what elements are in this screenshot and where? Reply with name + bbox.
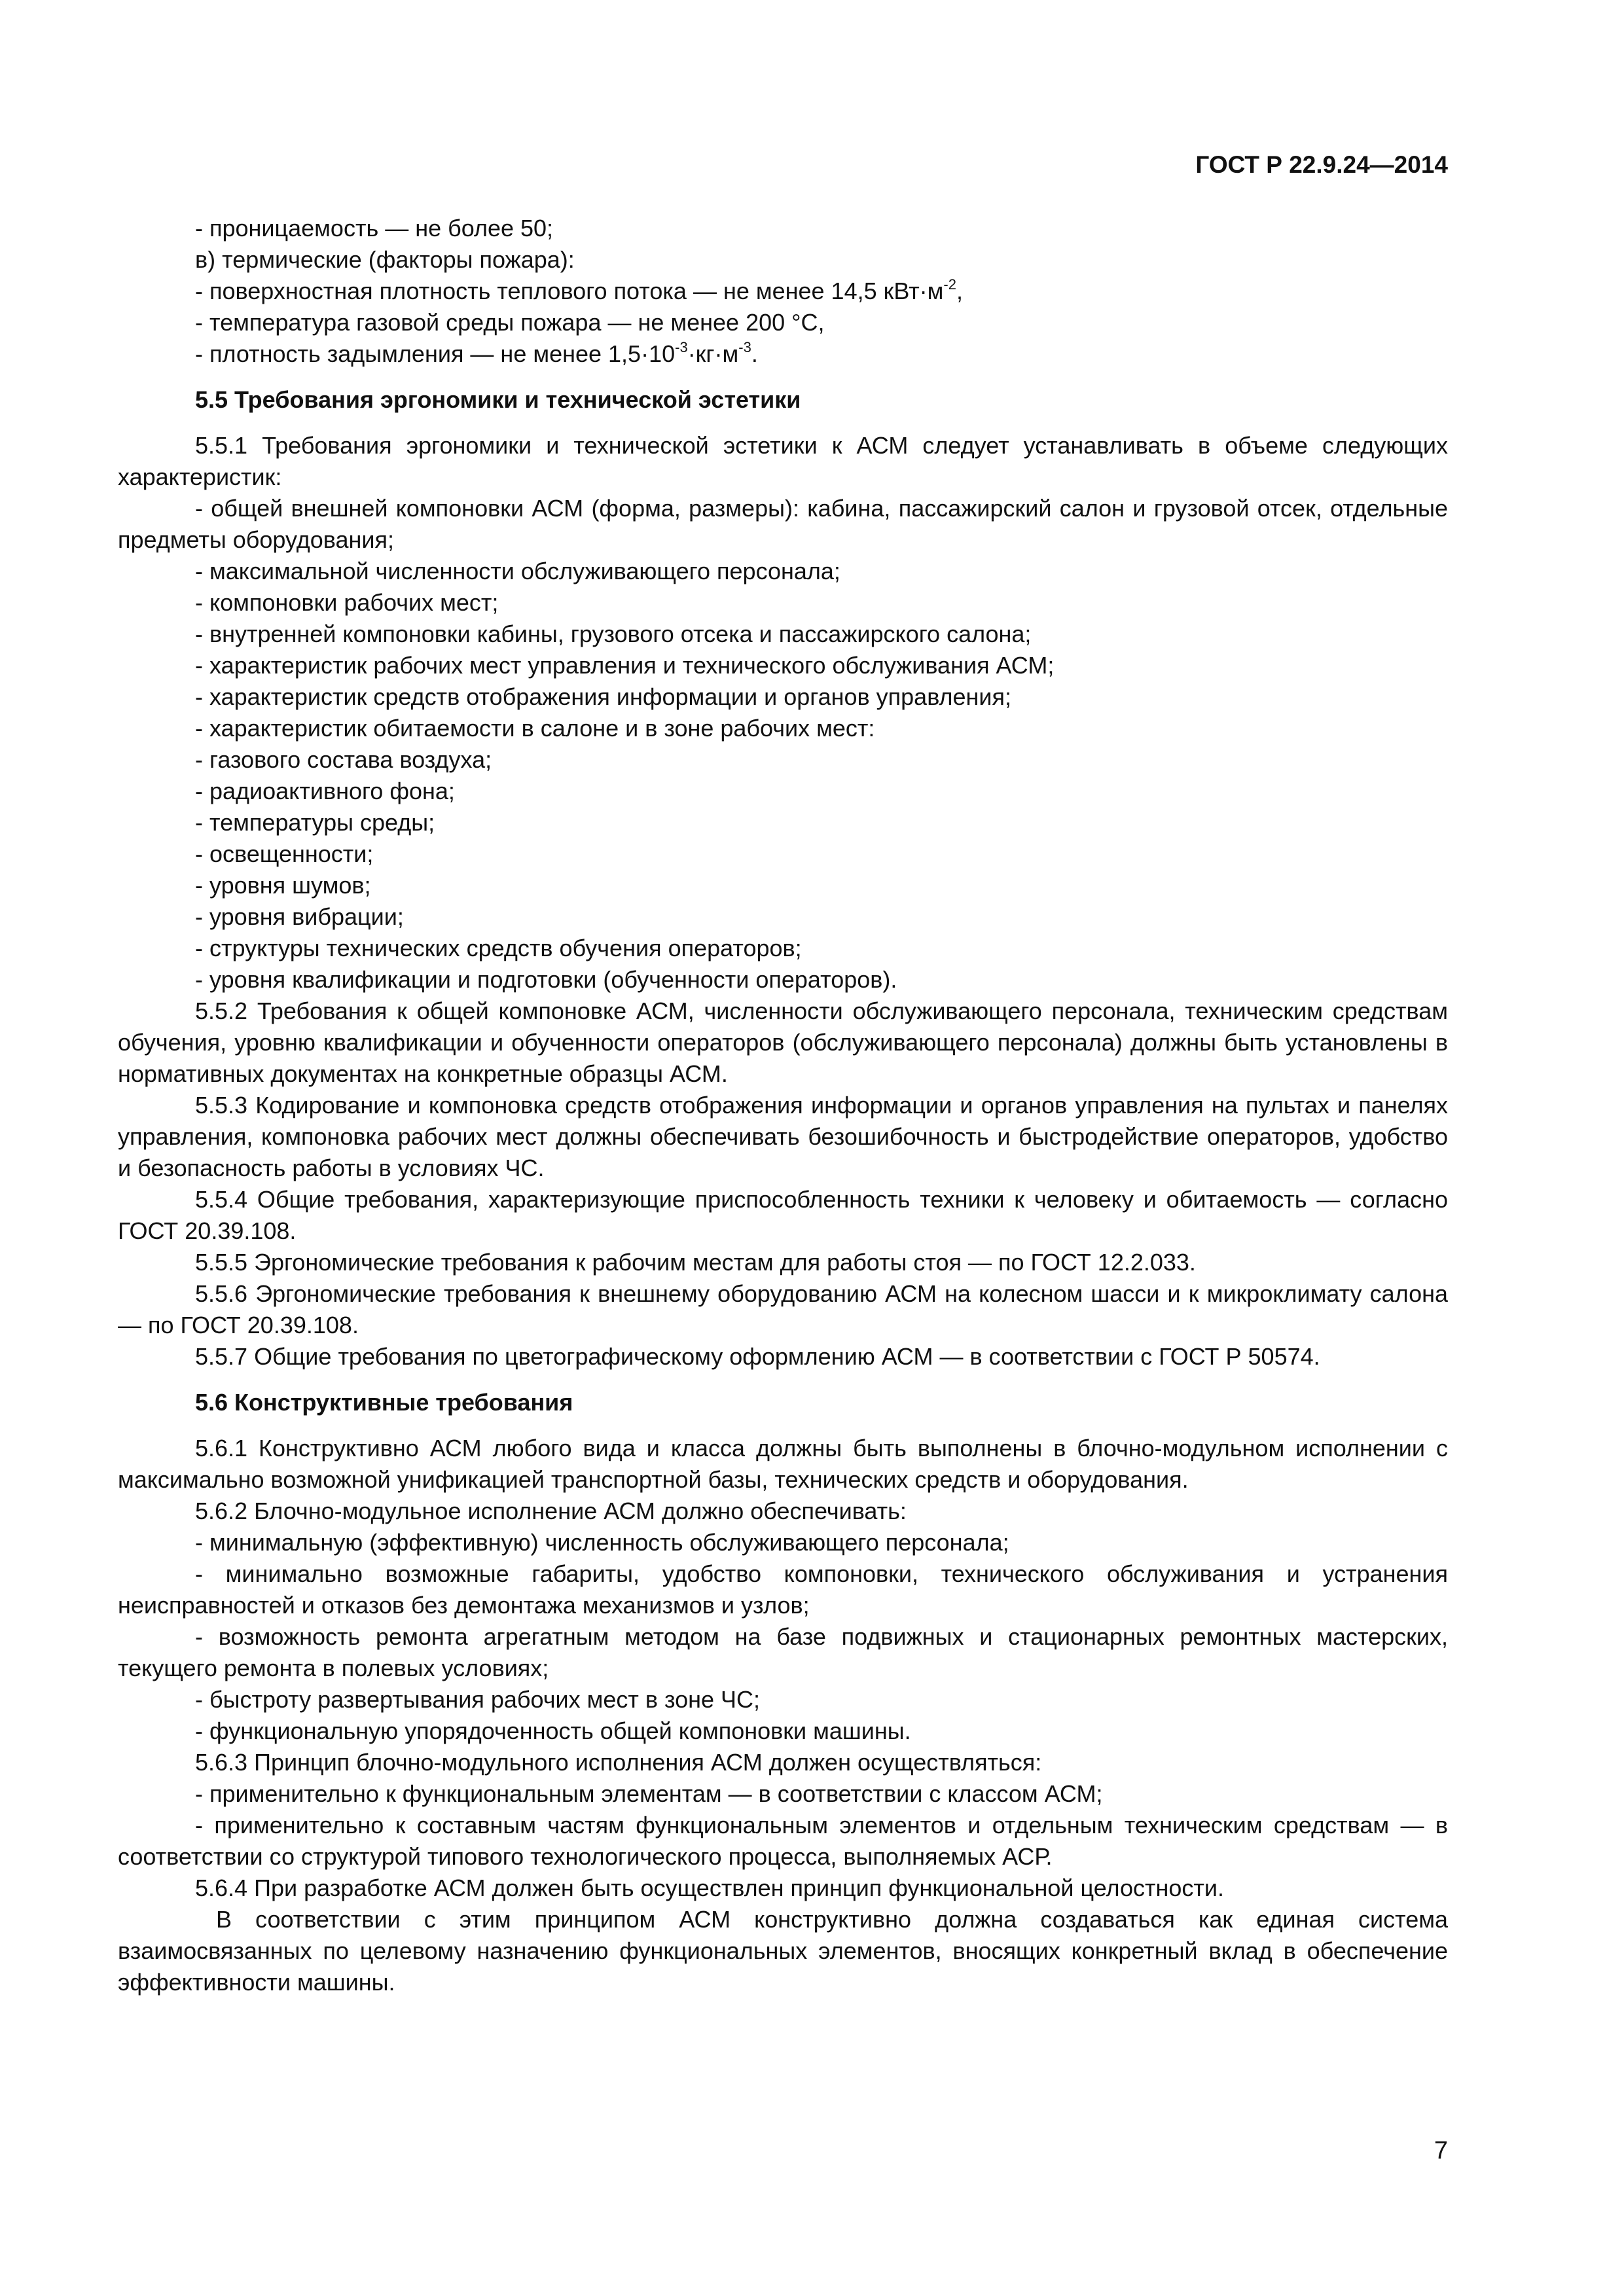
paragraph: 5.6.4 При разработке АСМ должен быть осуществлен принцип функциональной целостности.	[195, 1874, 1224, 1901]
intro-line: - проницаемость — не более 50;	[195, 215, 554, 242]
list-item: - максимальной численности обслуживающего персонала;	[195, 558, 840, 584]
list-item: - компоновки рабочих мест;	[195, 589, 499, 616]
paragraph: 5.5.6 Эргономические требования к внешнему оборудованию АСМ на колесном шасси и к микроклимату салона — по ГОСТ 20.39.108.	[118, 1280, 1448, 1338]
list-item: - температуры среды;	[195, 809, 435, 836]
intro-line: - поверхностная плотность теплового потока — не менее 14,5 $кВт\cdot м^{-2}$,	[195, 276, 963, 304]
list-item: - функциональную упорядоченность общей компоновки машины.	[195, 1717, 911, 1744]
paragraph: 5.5.1 Требования эргономики и технической эстетики к АСМ следует устанавливать в объеме следующих характеристик:	[118, 432, 1448, 490]
list-item: - общей внешней компоновки АСМ (форма, размеры): кабина, пассажирский салон и грузовой отсек, отдельные предметы оборудования;	[118, 495, 1448, 553]
list-item: - характеристик средств отображения информации и органов управления;	[195, 683, 1012, 710]
list-item: - возможность ремонта агрегатным методом на базе подвижных и стационарных ремонтных мастерских, текущего ремонта в полевых условиях;	[118, 1623, 1448, 1681]
intro-line: - температура газовой среды пожара — не менее 200 °С,	[195, 309, 825, 336]
list-item: - внутренней компоновки кабины, грузового отсека и пассажирского салона;	[195, 620, 1032, 647]
list-item: - характеристик рабочих мест управления и технического обслуживания АСМ;	[195, 652, 1055, 679]
list-item: - уровня шумов;	[195, 872, 371, 899]
list-item: - минимальную (эффективную) численность обслуживающего персонала;	[195, 1529, 1009, 1556]
paragraph: 5.5.5 Эргономические требования к рабочим местам для работы стоя — по ГОСТ 12.2.033.	[195, 1249, 1196, 1276]
list-item: - характеристик обитаемости в салоне и в зоне рабочих мест:	[195, 715, 875, 742]
list-item: - применительно к функциональным элементам — в соответствии с классом АСМ;	[195, 1780, 1103, 1807]
paragraph: 5.6.3 Принцип блочно-модульного исполнения АСМ должен осуществляться:	[195, 1749, 1042, 1776]
document-header: ГОСТ Р 22.9.24—2014	[1195, 151, 1448, 178]
paragraph: В соответствии с этим принципом АСМ конструктивно должна создаваться как единая система взаимосвязанных по целевому назначению функциональных элементов, вносящих конкретный вклад в обеспечение эффективности машины.	[118, 1906, 1448, 1996]
page-number: 7	[1434, 2137, 1448, 2164]
list-item: - освещенности;	[195, 840, 374, 867]
page-content	[118, 213, 1448, 1998]
paragraph: 5.6.1 Конструктивно АСМ любого вида и класса должны быть выполнены в блочно-модульном исполнении с максимально возможной унификацией транспортной базы, технических средств и оборудования.	[118, 1435, 1448, 1493]
section-heading: 5.6 Конструктивные требования	[195, 1389, 573, 1416]
list-item: - применительно к составным частям функциональным элементов и отдельным техническим средствам — в соответствии со структурой типового технологического процесса, выполняемых АСР.	[118, 1812, 1448, 1870]
paragraph: 5.5.3 Кодирование и компоновка средств отображения информации и органов управления на пультах и панелях управления, компоновка рабочих мест должны обеспечивать безошибочность и быстродействие операторов, удобство и безопасность работы в условиях ЧС.	[118, 1092, 1448, 1181]
list-item: - радиоактивного фона;	[195, 778, 455, 804]
section-heading: 5.5 Требования эргономики и технической эстетики	[195, 386, 801, 413]
intro-line: - плотность задымления — не менее $1,5\cdot 10^{-3}\cdot кг\cdot м^{-3}$.	[195, 339, 758, 367]
list-item: - быстроту развертывания рабочих мест в зоне ЧС;	[195, 1686, 760, 1713]
paragraph: 5.6.2 Блочно-модульное исполнение АСМ должно обеспечивать:	[195, 1498, 907, 1524]
list-item: - уровня квалификации и подготовки (обученности операторов).	[195, 966, 897, 993]
list-item: - структуры технических средств обучения операторов;	[195, 935, 802, 961]
intro-line: в) термические (факторы пожара):	[195, 246, 575, 273]
paragraph: 5.5.4 Общие требования, характеризующие приспособленность техники к человеку и обитаемость — согласно ГОСТ 20.39.108.	[118, 1186, 1448, 1244]
list-item: - уровня вибрации;	[195, 903, 404, 930]
paragraph: 5.5.2 Требования к общей компоновке АСМ, численности обслуживающего персонала, техническим средствам обучения, уровню квалификации и обученности операторов (обслуживающего персонала) должны быть установлены в нормативных документах на конкретные образцы АСМ.	[118, 997, 1448, 1087]
list-item: - газового состава воздуха;	[195, 746, 492, 773]
list-item: - минимально возможные габариты, удобство компоновки, технического обслуживания и устранения неисправностей и отказов без демонтажа механизмов и узлов;	[118, 1560, 1448, 1619]
paragraph: 5.5.7 Общие требования по цветографическому оформлению АСМ — в соответствии с ГОСТ Р 50574.	[195, 1343, 1320, 1370]
